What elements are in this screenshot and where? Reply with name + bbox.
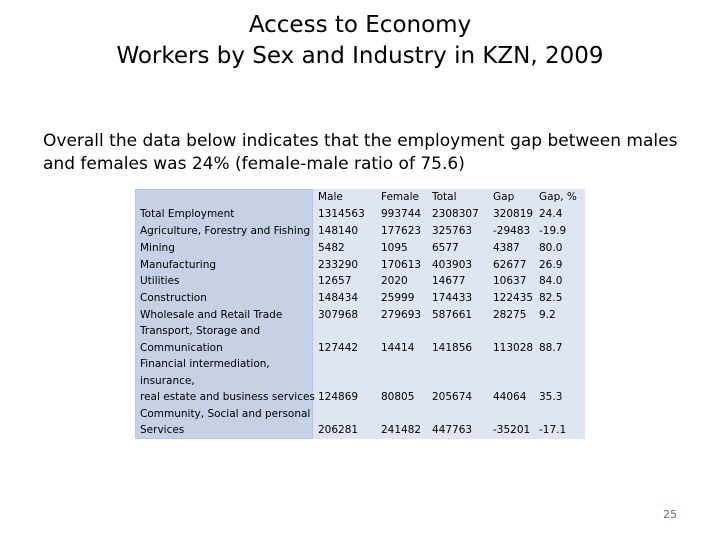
title-line-2: Workers by Sex and Industry in KZN, 2009 (116, 43, 604, 69)
cell-total: 587661 (432, 309, 473, 321)
cell-male: 307968 (318, 309, 359, 321)
cell-female: 25999 (381, 292, 415, 304)
row-label-wholesale-retail: Wholesale and Retail Trade (140, 309, 283, 321)
cell-gap-percent: 84.0 (539, 275, 563, 287)
cell-total: 2308307 (432, 208, 479, 220)
header-gap-percent: Gap, % (539, 191, 577, 203)
cell-male: 124869 (318, 391, 359, 403)
cell-gap-percent: -19.9 (539, 225, 567, 237)
cell-gap: 28275 (493, 309, 527, 321)
cell-gap-percent: 80.0 (539, 242, 563, 254)
header-gap: Gap (493, 191, 515, 203)
cell-female: 1095 (381, 242, 408, 254)
header-total: Total (432, 191, 457, 203)
row-label-agriculture: Agriculture, Forestry and Fishing (140, 225, 311, 237)
row-label-financial-line-3: real estate and business services (140, 391, 315, 403)
cell-male: 233290 (318, 259, 359, 271)
cell-total: 141856 (432, 342, 473, 354)
title-line-1: Access to Economy (248, 12, 472, 38)
row-label-construction: Construction (140, 292, 207, 304)
cell-total: 447763 (432, 424, 473, 436)
slide-title (0, 10, 720, 72)
cell-gap: 62677 (493, 259, 527, 271)
row-label-mining: Mining (140, 242, 175, 254)
cell-female: 241482 (381, 424, 422, 436)
cell-male: 1314563 (318, 208, 365, 220)
cell-male: 148434 (318, 292, 359, 304)
row-label-transport-line-2: Communication (140, 342, 223, 354)
cell-total: 14677 (432, 275, 466, 287)
row-label-community-line-1: Community, Social and personal (140, 408, 311, 420)
cell-gap: 4387 (493, 242, 520, 254)
cell-male: 127442 (318, 342, 359, 354)
cell-female: 2020 (381, 275, 408, 287)
cell-total: 174433 (432, 292, 473, 304)
cell-gap-percent: 82.5 (539, 292, 563, 304)
cell-gap-percent: -17.1 (539, 424, 567, 436)
cell-female: 14414 (381, 342, 415, 354)
cell-gap-percent: 9.2 (539, 309, 556, 321)
row-label-transport-line-1: Transport, Storage and (140, 325, 261, 337)
cell-female: 80805 (381, 391, 415, 403)
row-label-manufacturing: Manufacturing (140, 259, 217, 271)
cell-total: 205674 (432, 391, 473, 403)
cell-total: 6577 (432, 242, 459, 254)
header-female: Female (381, 191, 419, 203)
cell-male: 5482 (318, 242, 345, 254)
header-male: Male (318, 191, 343, 203)
cell-male: 206281 (318, 424, 359, 436)
cell-female: 177623 (381, 225, 422, 237)
cell-total: 403903 (432, 259, 473, 271)
cell-gap: 10637 (493, 275, 527, 287)
cell-gap: 320819 (493, 208, 534, 220)
cell-gap-percent: 35.3 (539, 391, 563, 403)
cell-gap-percent: 24.4 (539, 208, 563, 220)
cell-gap: 122435 (493, 292, 534, 304)
cell-female: 279693 (381, 309, 422, 321)
cell-gap-percent: 26.9 (539, 259, 563, 271)
row-label-community-line-2: Services (140, 424, 185, 436)
cell-gap-percent: 88.7 (539, 342, 563, 354)
intro-line-2: and females was 24% (female-male ratio of 75.6) (43, 154, 465, 174)
employment-table (135, 189, 585, 439)
cell-male: 148140 (318, 225, 359, 237)
row-label-financial-line-2: insurance, (140, 375, 195, 387)
cell-gap: -35201 (493, 424, 531, 436)
row-label-utilities: Utilities (140, 275, 180, 287)
cell-gap: 113028 (493, 342, 534, 354)
cell-total: 325763 (432, 225, 473, 237)
cell-male: 12657 (318, 275, 352, 287)
intro-text (43, 130, 693, 176)
intro-line-1: Overall the data below indicates that the employment gap between males (43, 131, 678, 151)
row-label-total-employment: Total Employment (140, 208, 235, 220)
cell-female: 993744 (381, 208, 422, 220)
cell-gap: -29483 (493, 225, 531, 237)
cell-gap: 44064 (493, 391, 527, 403)
row-label-financial-line-1: Financial intermediation, (140, 358, 270, 370)
cell-female: 170613 (381, 259, 422, 271)
page-number: 25 (663, 508, 677, 521)
